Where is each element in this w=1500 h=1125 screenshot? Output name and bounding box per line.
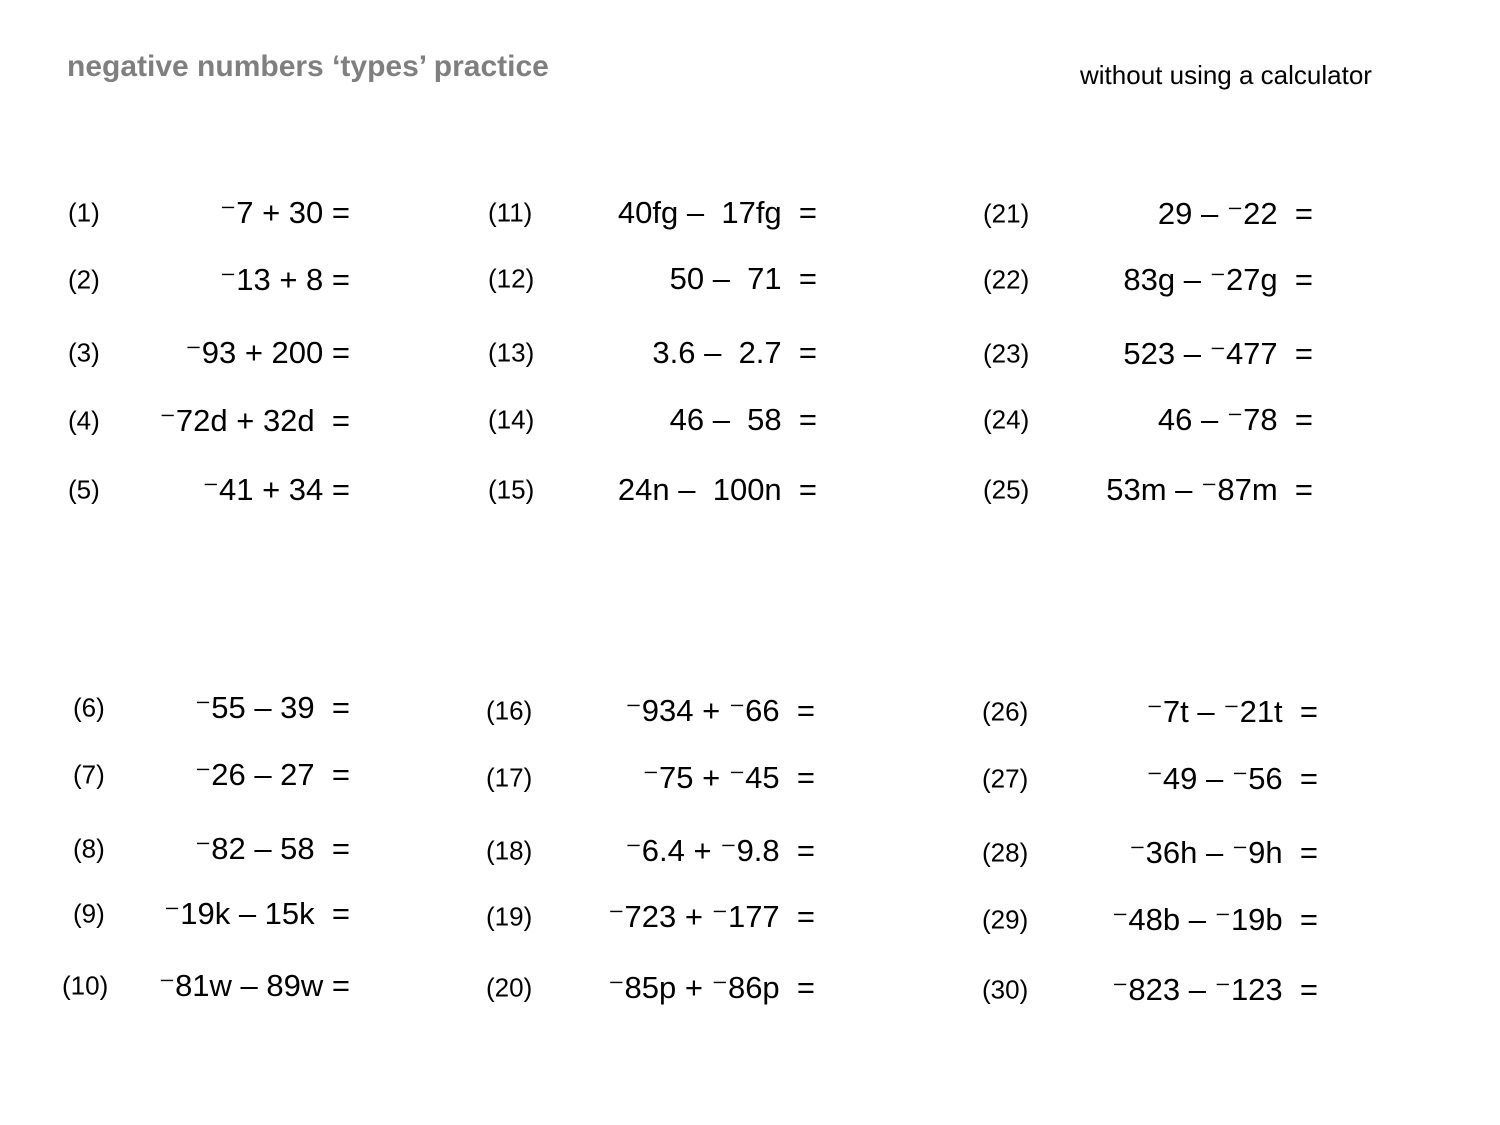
question-number: (28) <box>982 837 1029 868</box>
question-expression: 523 – ⁻477 = <box>1123 336 1313 371</box>
question-number: (18) <box>486 835 533 866</box>
question-expression: 50 – 71 = <box>669 261 817 296</box>
question-number: (15) <box>488 474 535 505</box>
question-expression: ⁻41 + 34 = <box>202 472 350 507</box>
question-expression: 83g – ⁻27g = <box>1123 262 1313 297</box>
question-expression: ⁻13 + 8 = <box>219 262 350 297</box>
question-expression: 40fg – 17fg = <box>617 195 817 230</box>
question-number: (14) <box>488 404 535 435</box>
question-expression: ⁻81w – 89w = <box>158 968 350 1003</box>
question-expression: ⁻48b – ⁻19b = <box>1112 902 1318 937</box>
question-expression: 29 – ⁻22 = <box>1157 196 1313 231</box>
question-number: (6) <box>73 692 105 723</box>
question-number: (24) <box>983 404 1030 435</box>
question-number: (17) <box>486 762 533 793</box>
question-number: (13) <box>488 337 535 368</box>
question-expression: ⁻93 + 200 = <box>185 335 350 370</box>
question-number: (5) <box>68 474 100 505</box>
question-expression: 46 – ⁻78 = <box>1157 402 1313 437</box>
question-number: (12) <box>488 263 535 294</box>
question-number: (3) <box>68 337 100 368</box>
worksheet-subtitle: without using a calculator <box>1080 60 1372 90</box>
question-expression: ⁻7 + 30 = <box>219 195 350 230</box>
question-number: (23) <box>983 338 1030 369</box>
question-number: (25) <box>983 474 1030 505</box>
question-expression: ⁻723 + ⁻177 = <box>608 899 815 934</box>
worksheet-title: negative numbers ‘types’ practice <box>67 50 549 83</box>
question-expression: ⁻823 – ⁻123 = <box>1112 972 1318 1007</box>
question-expression: 24n – 100n = <box>617 472 817 507</box>
question-number: (1) <box>68 197 100 228</box>
question-number: (11) <box>488 197 533 228</box>
question-expression: ⁻72d + 32d = <box>159 403 350 438</box>
question-expression: ⁻26 – 27 = <box>194 757 350 792</box>
question-number: (27) <box>982 763 1029 794</box>
question-expression: 3.6 – 2.7 = <box>652 335 817 370</box>
question-expression: ⁻82 – 58 = <box>194 831 350 866</box>
question-number: (9) <box>73 898 105 929</box>
question-number: (16) <box>486 695 533 726</box>
question-number: (19) <box>486 901 533 932</box>
question-expression: ⁻6.4 + ⁻9.8 = <box>625 833 815 868</box>
question-number: (20) <box>486 972 533 1003</box>
question-number: (2) <box>68 264 100 295</box>
question-number: (8) <box>73 833 105 864</box>
question-expression: ⁻49 – ⁻56 = <box>1146 761 1318 796</box>
question-expression: ⁻55 – 39 = <box>194 690 350 725</box>
question-number: (4) <box>68 405 100 436</box>
question-number: (7) <box>73 759 105 790</box>
question-expression: 53m – ⁻87m = <box>1106 472 1313 507</box>
question-number: (29) <box>982 904 1029 935</box>
question-number: (10) <box>62 970 109 1001</box>
question-expression: ⁻85p + ⁻86p = <box>608 970 815 1005</box>
question-expression: ⁻36h – ⁻9h = <box>1129 835 1318 870</box>
question-number: (22) <box>983 264 1030 295</box>
question-expression: 46 – 58 = <box>669 402 817 437</box>
question-number: (21) <box>983 198 1030 229</box>
question-expression: ⁻19k – 15k = <box>163 896 350 931</box>
question-expression: ⁻7t – ⁻21t = <box>1146 694 1318 729</box>
question-number: (30) <box>982 974 1029 1005</box>
question-expression: ⁻934 + ⁻66 = <box>625 693 815 728</box>
question-number: (26) <box>982 696 1029 727</box>
question-expression: ⁻75 + ⁻45 = <box>642 760 815 795</box>
